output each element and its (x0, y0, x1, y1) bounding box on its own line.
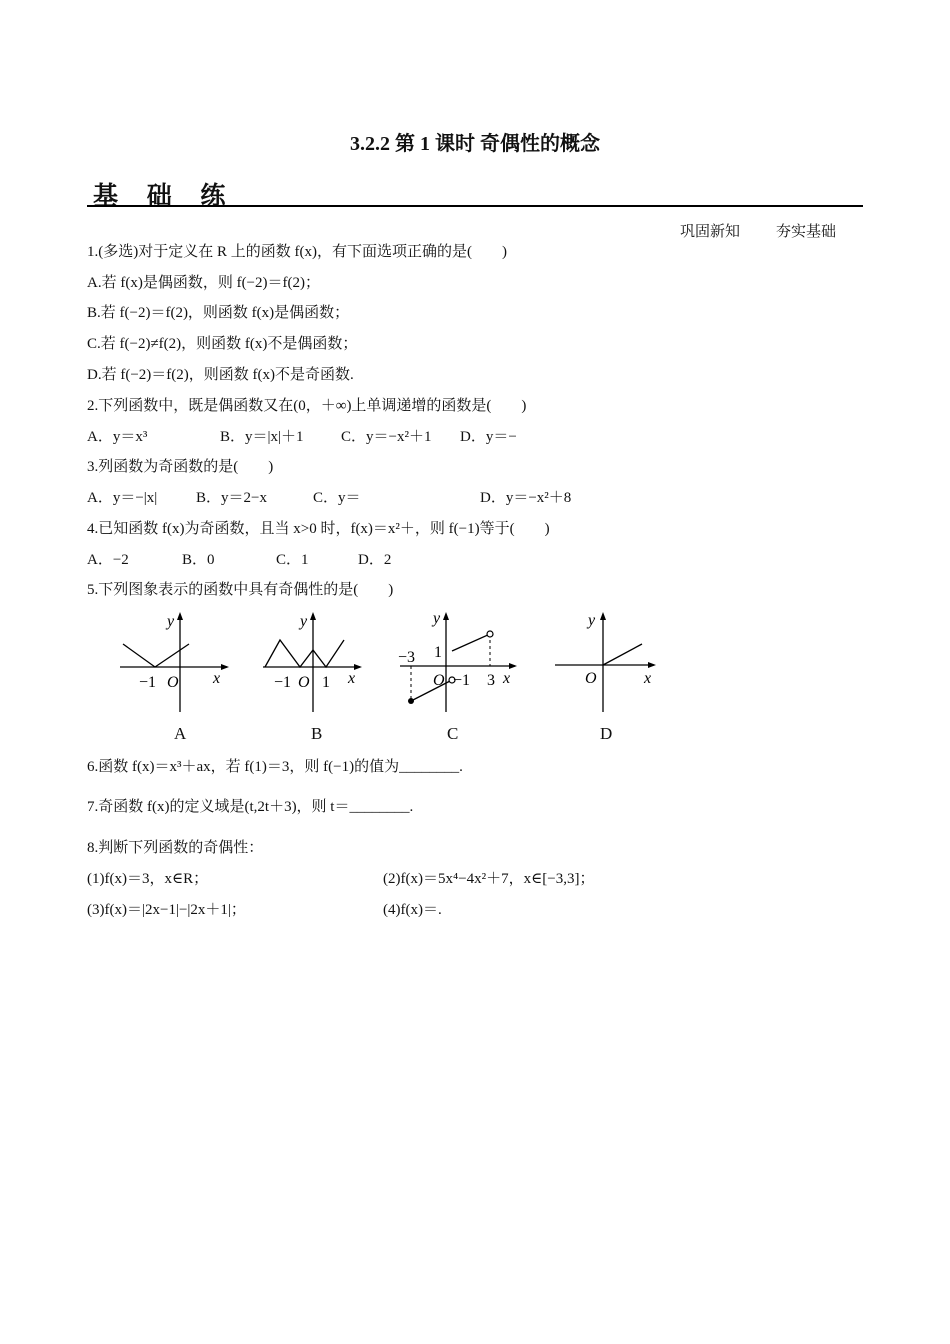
graph-b-tick-1: 1 (322, 674, 330, 691)
question-2-option-d: D．y＝− (460, 429, 517, 445)
graph-c-label: C (447, 724, 459, 743)
question-4-option-a: A．−2 (87, 552, 129, 568)
question-8-part-3: (3)f(x)＝|2x−1|−|2x＋1|； (87, 902, 246, 918)
question-4-option-d: D．2 (358, 552, 392, 568)
graph-c-origin: O (433, 672, 445, 689)
question-8-stem: 8.判断下列函数的奇偶性： (87, 840, 264, 856)
question-4-option-c: C．1 (276, 552, 309, 568)
section-tag-1: 巩固新知 (680, 222, 741, 240)
graph-b-tick-neg1: −1 (274, 674, 292, 691)
question-4-option-b: B．0 (182, 552, 215, 568)
graph-c-y-label: y (433, 610, 441, 627)
question-1-option-b: B.若 f(−2)＝f(2)，则函数 f(x)是偶函数； (87, 305, 350, 321)
question-8-part-4: (4)f(x)＝. (383, 902, 442, 918)
question-3-option-d: D．y＝−x²＋8 (480, 490, 572, 506)
question-3-option-b: B．y＝2−x (196, 490, 267, 506)
page-title: 3.2.2 第 1 课时 奇偶性的概念 (350, 133, 600, 155)
graph-c-tick-1: 1 (434, 644, 442, 661)
graph-a-origin: O (167, 674, 179, 691)
question-1-option-c: C.若 f(−2)≠f(2)，则函数 f(x)不是偶函数； (87, 336, 358, 352)
question-5-stem: 5.下列图象表示的函数中具有奇偶性的是( ) (87, 582, 394, 598)
question-2-stem: 2.下列函数中，既是偶函数又在(0，＋∞)上单调递增的函数是( ) (87, 398, 527, 414)
graph-b (260, 607, 370, 717)
question-7: 7.奇函数 f(x)的定义域是(t,2t＋3)，则 t＝________. (87, 799, 414, 815)
graph-c-tick-neg3: −3 (398, 649, 416, 666)
graph-d-origin: O (585, 670, 597, 687)
graph-c-tick-3: 3 (487, 672, 495, 689)
graph-c-x-label: x (503, 670, 511, 687)
graph-a-x-label: x (213, 670, 221, 687)
graph-a-tick-neg1: −1 (139, 674, 157, 691)
graph-a (115, 607, 235, 717)
question-6: 6.函数 f(x)＝x³＋ax，若 f(1)＝3，则 f(−1)的值为________. (87, 759, 463, 775)
question-4-stem: 4.已知函数 f(x)为奇函数，且当 x>0 时，f(x)＝x²＋，则 f(−1)等于( ) (87, 521, 550, 537)
graph-b-y-label: y (300, 613, 308, 630)
graph-a-label: A (174, 724, 187, 743)
question-2-option-c: C．y＝−x²＋1 (341, 429, 432, 445)
graph-c-tick-neg1: −1 (453, 672, 471, 689)
question-2-option-a: A．y＝x³ (87, 429, 148, 445)
section-heading: 基 础 练 (93, 181, 236, 210)
section-tag-2: 夯实基础 (776, 222, 837, 240)
question-1-option-d: D.若 f(−2)＝f(2)，则函数 f(x)不是奇函数. (87, 367, 354, 383)
section-divider (87, 205, 863, 207)
question-1-stem: 1.(多选)对于定义在 R 上的函数 f(x)，有下面选项正确的是( ) (87, 244, 507, 260)
graph-d-label: D (600, 724, 613, 743)
question-3-stem: 3.列函数为奇函数的是( ) (87, 459, 274, 475)
question-3-option-c: C．y＝ (313, 490, 361, 506)
graph-b-origin: O (298, 674, 310, 691)
question-1-option-a: A.若 f(x)是偶函数，则 f(−2)＝f(2)； (87, 275, 320, 291)
graph-c (395, 607, 525, 717)
question-2-option-b: B．y＝|x|＋1 (220, 429, 304, 445)
graph-a-y-label: y (167, 613, 175, 630)
question-8-part-1: (1)f(x)＝3，x∈R； (87, 871, 209, 887)
graph-d-x-label: x (644, 670, 652, 687)
graph-b-x-label: x (348, 670, 356, 687)
question-8-part-2: (2)f(x)＝5x⁴−4x²＋7，x∈[−3,3]； (383, 871, 595, 887)
graph-b-label: B (311, 724, 323, 743)
graph-d-y-label: y (588, 612, 596, 629)
graph-d (550, 607, 665, 717)
question-3-option-a: A．y＝−|x| (87, 490, 158, 506)
